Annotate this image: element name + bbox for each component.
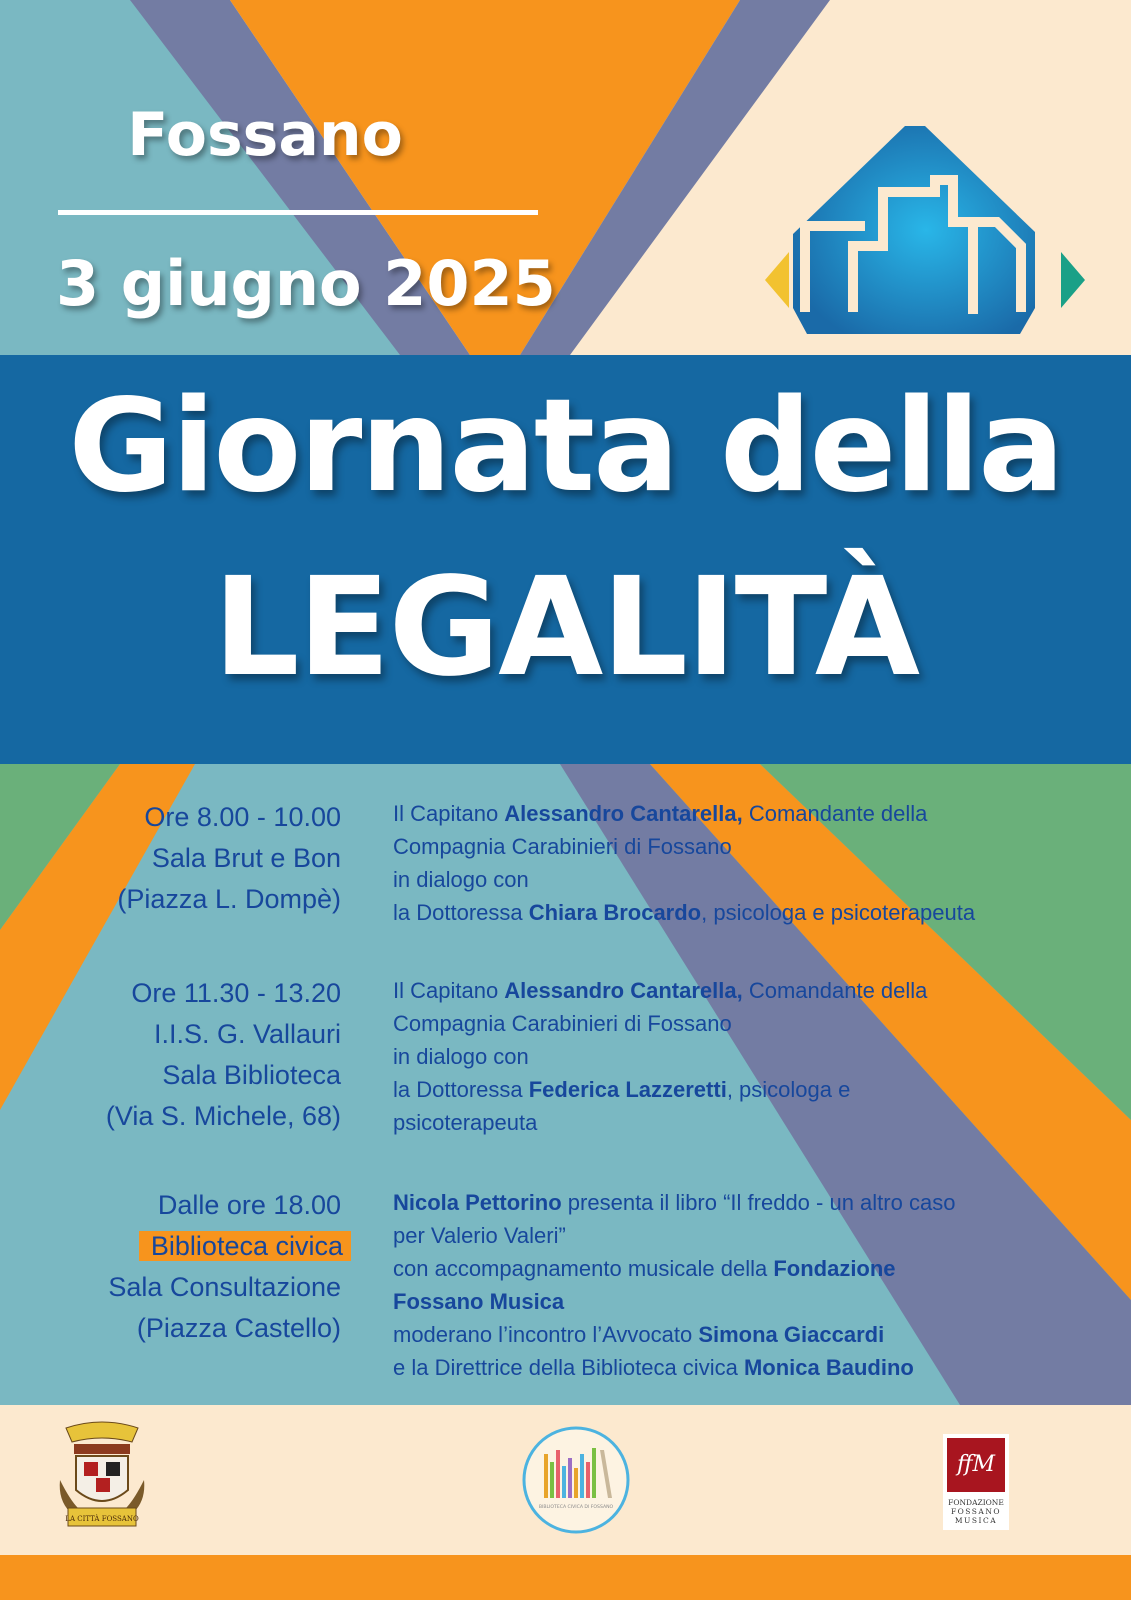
- biblioteca-civica-logo: [520, 1424, 632, 1536]
- event-1-desc-line: in dialogo con: [393, 867, 529, 892]
- event-3-desc-line: [393, 1318, 955, 1351]
- ffm-caption-line: MUSICA: [954, 1516, 998, 1525]
- title-line-1: Giornata della: [68, 372, 1063, 521]
- event-3-when-where: [108, 1185, 341, 1349]
- event-3-desc-line: [393, 1351, 955, 1384]
- event-3-place-line: [108, 1226, 341, 1267]
- event-1-description: [393, 797, 975, 929]
- speaker-name: Federica Lazzeretti: [528, 1077, 727, 1102]
- moderator-name: Monica Baudino: [743, 1355, 914, 1380]
- text: , psicologa e: [726, 1077, 851, 1102]
- event-2-desc-line: Compagnia Carabinieri di Fossano: [393, 1011, 732, 1036]
- event-1-desc-line: [393, 896, 975, 929]
- event-3-description: [393, 1186, 955, 1384]
- text: e la Direttrice della Biblioteca civica: [393, 1355, 744, 1380]
- library-caption: BIBLIOTECA CIVICA DI FOSSANO: [538, 1505, 614, 1510]
- speaker-name: Alessandro Cantarella,: [504, 801, 743, 826]
- event-1-time: Ore 8.00 - 10.00: [144, 802, 341, 832]
- text: la Dottoressa: [393, 900, 529, 925]
- text: Il Capitano: [393, 978, 505, 1003]
- event-2-desc-line: psicoterapeuta: [393, 1110, 538, 1135]
- event-3-place-line: Sala Consultazione: [108, 1272, 341, 1302]
- ffm-caption-line: FONDAZIONE: [948, 1498, 1004, 1507]
- event-1-when-where: [117, 797, 341, 920]
- ffm-caption: [943, 1498, 1009, 1525]
- organization-name: Fondazione: [773, 1256, 896, 1281]
- ffm-caption-line: FOSSANO: [950, 1507, 1002, 1516]
- text: Comandante della: [742, 978, 928, 1003]
- bottom-stripe: [0, 1555, 1131, 1600]
- speaker-name: Nicola Pettorino: [393, 1190, 562, 1215]
- event-1-place-line: (Piazza L. Dompè): [117, 884, 341, 914]
- event-3-time: Dalle ore 18.00: [157, 1190, 341, 1220]
- organization-name: Fossano Musica: [393, 1289, 565, 1314]
- city-coat-of-arms-logo: [56, 1420, 148, 1532]
- text: con accompagnamento musicale della: [393, 1256, 774, 1281]
- event-1-desc-line: Compagnia Carabinieri di Fossano: [393, 834, 732, 859]
- event-2-when-where: [106, 973, 341, 1137]
- legality-building-emblem: [765, 122, 1085, 342]
- ffm-mark: ffM: [947, 1438, 1005, 1492]
- event-2-desc-line: [393, 1073, 927, 1106]
- event-3-desc-line: [393, 1186, 955, 1219]
- text: moderano l’incontro l’Avvocato: [393, 1322, 699, 1347]
- city-name: Fossano: [127, 100, 403, 170]
- moderator-name: Simona Giaccardi: [698, 1322, 885, 1347]
- text: Comandante della: [742, 801, 928, 826]
- text: Il Capitano: [393, 801, 505, 826]
- event-3-place-line: (Piazza Castello): [136, 1313, 341, 1343]
- title-line-2: LEGALITÀ: [212, 549, 919, 707]
- text: , psicologa e psicoterapeuta: [701, 900, 976, 925]
- event-2-place-line: Sala Biblioteca: [162, 1060, 341, 1090]
- event-2-time: Ore 11.30 - 13.20: [131, 978, 341, 1008]
- event-3-desc-line: [393, 1252, 955, 1285]
- speaker-name: Chiara Brocardo: [528, 900, 702, 925]
- divider-line: [58, 210, 538, 215]
- event-2-desc-line: in dialogo con: [393, 1044, 529, 1069]
- speaker-name: Alessandro Cantarella,: [504, 978, 743, 1003]
- text: presenta il libro “Il freddo - un altro caso: [561, 1190, 956, 1215]
- event-2-description: [393, 974, 927, 1139]
- event-date: 3 giugno 2025: [56, 247, 556, 320]
- event-2-place-line: (Via S. Michele, 68): [105, 1101, 341, 1131]
- event-2-desc-line: [393, 974, 927, 1007]
- event-1-place-line: Sala Brut e Bon: [151, 843, 341, 873]
- crest-caption: LA CITTÀ FOSSANO: [65, 1515, 139, 1523]
- highlighted-venue: Biblioteca civica: [139, 1231, 351, 1261]
- event-2-place-line: I.I.S. G. Vallauri: [153, 1019, 341, 1049]
- event-1-desc-line: [393, 797, 975, 830]
- event-3-desc-line: per Valerio Valeri”: [393, 1223, 566, 1248]
- fondazione-fossano-musica-logo: [943, 1434, 1009, 1530]
- text: la Dottoressa: [393, 1077, 529, 1102]
